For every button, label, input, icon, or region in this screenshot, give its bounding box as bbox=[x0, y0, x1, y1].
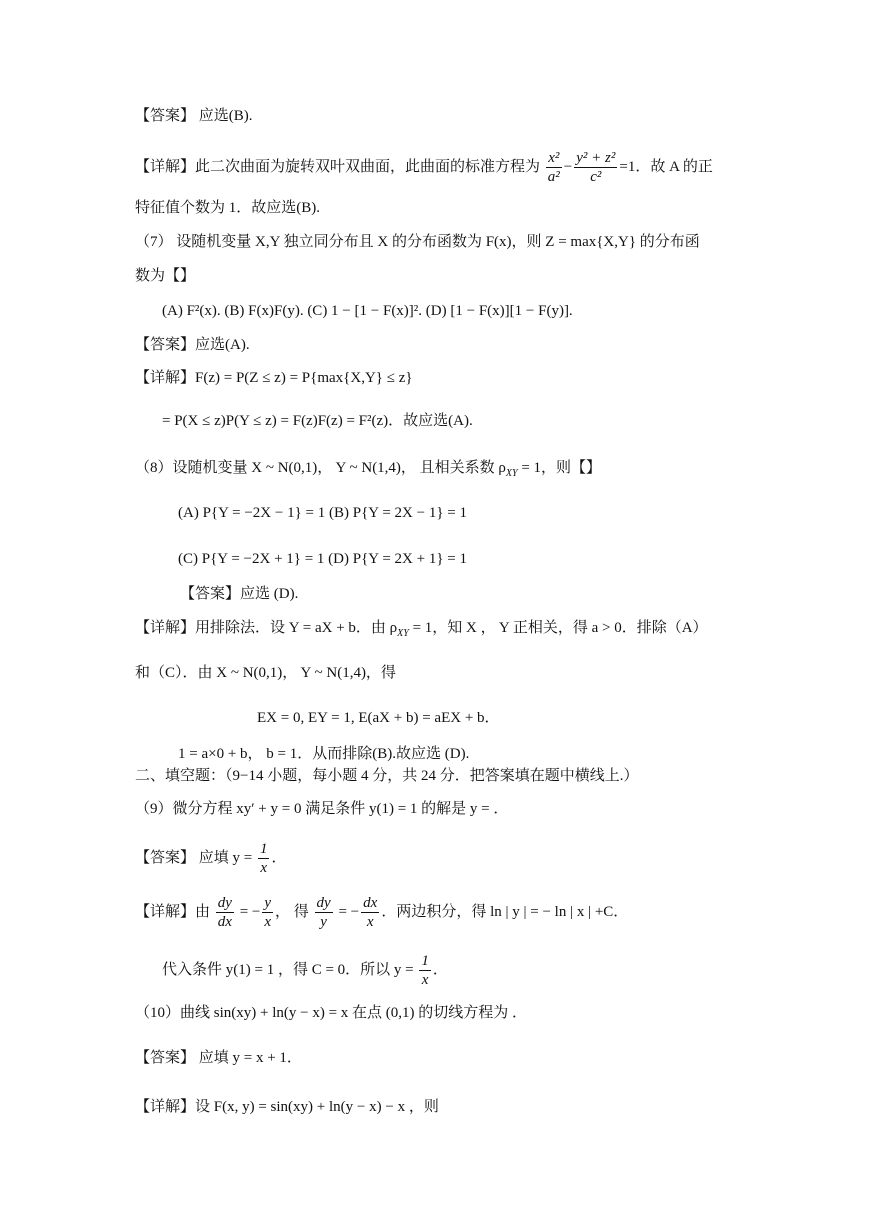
fraction-dy-dx: $\frac{dy}{dx}$ bbox=[217, 895, 232, 931]
detail-6-text: 【详解】此二次曲面为旋转双叶双曲面，此曲面的标准方程为 bbox=[135, 159, 541, 175]
detail-9-cont: 代入条件 y(1) = 1 ，得 C = 0．所以 y = $\frac{1}{x}$ ． bbox=[162, 953, 448, 989]
answer-9: 【答案】 应填 y = $\frac{1}{x}$ ． bbox=[135, 841, 287, 877]
detail-8-cont: 和（C）．由 X ~ N(0,1)， Y ~ N(1,4)，得 bbox=[135, 665, 396, 681]
question-8: （8）设随机变量 X ~ N(0,1)， Y ~ N(1,4)， 且相关系数 $\rho_{XY} = 1$，则【】 bbox=[135, 460, 602, 479]
detail-8-formula: EX = 0, EY = 1, E(aX + b) = aEX + b． bbox=[257, 710, 500, 726]
answer-7: 【答案】应选(A). bbox=[135, 337, 250, 353]
question-10: （10）曲线 sin(xy) + ln(y − x) = x 在点 (0,1) 的切线方程为 ． bbox=[135, 1005, 528, 1021]
detail-6: 【详解】此二次曲面为旋转双叶双曲面，此曲面的标准方程为 $\frac{\text{x²}}{\text{a²}}$ − $\frac{\text{y² + z²}}{\text{c²}}$ =1．故 A 的正 bbox=[135, 150, 713, 186]
answer-6: 【答案】 应选(B). bbox=[135, 108, 253, 124]
detail-8: 【详解】用排除法．设 Y = aX + b．由 $\rho_{XY} = 1$，知 X ， Y 正相关，得 a > 0．排除（A） bbox=[135, 620, 708, 639]
detail-6-conclusion: 特征值个数为 1．故应选(B). bbox=[135, 200, 320, 216]
fraction-x2-a2: $\frac{\text{x²}}{\text{a²}}$ bbox=[547, 150, 560, 186]
fraction-y-x: $\frac{y}{x}$ bbox=[264, 895, 272, 931]
answer-10: 【答案】 应填 y = x + 1． bbox=[135, 1050, 302, 1066]
detail-8-conclusion: 1 = a×0 + b， b = 1．从而排除(B).故应选 (D). bbox=[178, 746, 470, 762]
section-2-heading: 二、填空题：（9−14 小题，每小题 4 分，共 24 分．把答案填在题中横线上.） bbox=[135, 768, 639, 784]
detail-7: 【详解】F(z) = P(Z ≤ z) = P{max{X,Y} ≤ z} bbox=[135, 370, 413, 386]
detail-9: 【详解】由 $\frac{dy}{dx}$ = − $\frac{y}{x}$ ， 得 $\frac{dy}{y}$ = − $\frac{dx}{x}$ ．两边积分，得 ln | y | = − ln | x | +C． bbox=[135, 895, 629, 931]
fraction-dy-y: $\frac{dy}{y}$ bbox=[316, 895, 331, 931]
question-7-options: (A) F²(x). (B) F(x)F(y). (C) 1 − [1 − F(x)]². (D) [1 − F(x)][1 − F(y)]. bbox=[162, 303, 573, 319]
detail-6-tail: =1．故 A 的正 bbox=[619, 159, 713, 175]
detail-10: 【详解】设 F(x, y) = sin(xy) + ln(y − x) − x ，则 bbox=[135, 1099, 439, 1115]
answer-8: 【答案】应选 (D). bbox=[180, 586, 299, 602]
fraction-y2z2-c2: $\frac{\text{y² + z²}}{\text{c²}}$ bbox=[576, 150, 616, 186]
detail-7-cont: = P(X ≤ z)P(Y ≤ z) = F(z)F(z) = F²(z)．故应选(A). bbox=[162, 413, 473, 429]
question-7-cont: 数为【】 bbox=[135, 268, 196, 284]
question-9: （9）微分方程 xy′ + y = 0 满足条件 y(1) = 1 的解是 y = ． bbox=[135, 801, 509, 817]
fraction-1-x: $\frac{1}{x}$ bbox=[259, 841, 268, 877]
question-8-options-ab: (A) P{Y = −2X − 1} = 1 (B) P{Y = 2X − 1} = 1 bbox=[178, 505, 467, 521]
fraction-dx-x: $\frac{dx}{x}$ bbox=[363, 895, 378, 931]
fraction-final-1-x: $\frac{1}{x}$ bbox=[421, 953, 429, 989]
question-7: （7） 设随机变量 X,Y 独立同分布且 X 的分布函数为 F(x)，则 Z = max{X,Y} 的分布函 bbox=[135, 234, 700, 250]
question-8-options-cd: (C) P{Y = −2X + 1} = 1 (D) P{Y = 2X + 1} = 1 bbox=[178, 551, 467, 567]
